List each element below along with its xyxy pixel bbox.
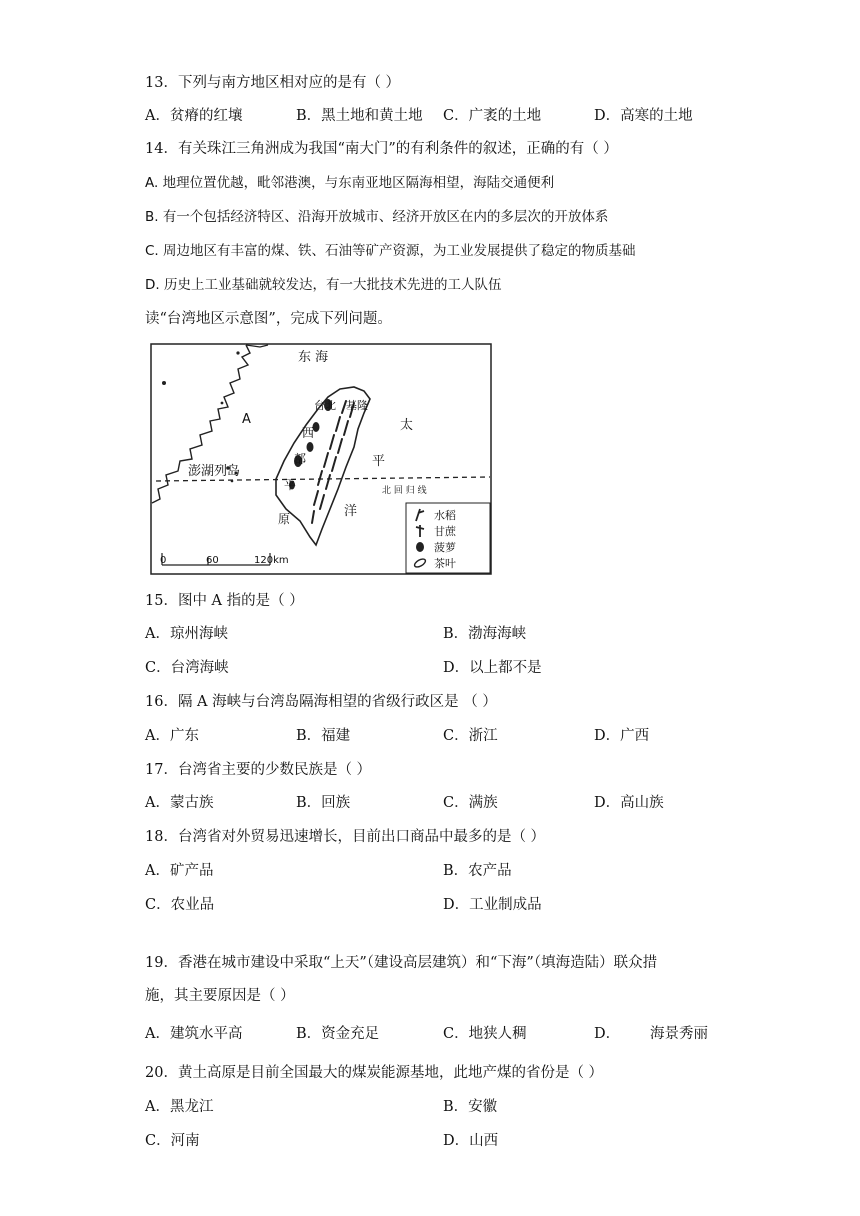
label-plain-3: 平 <box>284 478 297 492</box>
legend-rice: 水稻 <box>434 509 456 522</box>
q14-stem: 14．有关珠江三角洲成为我国“南大门”的有利条件的叙述，正确的有（ ） <box>145 141 618 157</box>
q16-option-d: D．广西 <box>594 728 650 744</box>
label-east-sea: 东 海 <box>298 350 329 365</box>
q13-option-d: D．高寒的土地 <box>594 108 693 124</box>
q15-option-d: D．以上都不是 <box>443 660 542 676</box>
q14-option-c: C. 周边地区有丰富的煤、铁、石油等矿产资源，为工业发展提供了稳定的物质基础 <box>145 243 636 259</box>
q15-option-a: A．琼州海峡 <box>145 626 228 642</box>
q15-stem: 15．图中 A 指的是（ ） <box>145 593 304 609</box>
label-ocean-1: 太 <box>400 418 414 433</box>
label-plain-2: 部 <box>294 452 307 466</box>
q14-option-d: D. 历史上工业基础就较发达，有一大批技术先进的工人队伍 <box>145 277 502 293</box>
q16-option-a: A．广东 <box>145 728 199 744</box>
scale-60: 60 <box>206 555 219 566</box>
q16-option-c: C．浙江 <box>443 728 498 744</box>
q15-option-c: C．台湾海峡 <box>145 660 229 676</box>
q19-stem-line1: 19．香港在城市建设中采取“上天”（建设高层建筑）和“下海”（填海造陆）联众措 <box>145 955 658 971</box>
label-plain-1: 西 <box>302 426 315 440</box>
q13-stem: 13．下列与南方地区相对应的是有（ ） <box>145 75 401 91</box>
q17-option-d: D．高山族 <box>594 795 664 811</box>
q18-stem: 18．台湾省对外贸易迅速增长，目前出口商品中最多的是（ ） <box>145 829 546 845</box>
q16-stem: 16．隔 A 海峡与台湾岛隔海相望的省级行政区是 （ ） <box>145 694 497 710</box>
label-ocean-3: 洋 <box>344 504 358 519</box>
q13-option-a: A．贫瘠的红壤 <box>145 108 243 124</box>
q20-option-b: B．安徽 <box>443 1099 498 1115</box>
q13-option-c: C．广袤的土地 <box>443 108 542 124</box>
label-tropic: 北 回 归 线 <box>382 486 427 496</box>
taiwan-map <box>150 343 492 575</box>
label-keelung: 基隆 <box>346 399 368 412</box>
legend-sugarcane: 甘蔗 <box>434 525 456 538</box>
q20-stem: 20．黄土高原是目前全国最大的煤炭能源基地，此地产煤的省份是（ ） <box>145 1065 604 1081</box>
label-ocean-2: 平 <box>372 454 386 469</box>
q19-option-b: B．资金充足 <box>296 1026 380 1042</box>
q17-option-a: A．蒙古族 <box>145 795 214 811</box>
label-plain-4: 原 <box>278 512 291 526</box>
q18-option-a: A．矿产品 <box>145 863 214 879</box>
q14-option-a: A. 地理位置优越，毗邻港澳，与东南亚地区隔海相望，海陆交通便利 <box>145 175 555 191</box>
map-intro: 读“台湾地区示意图”，完成下列问题。 <box>145 311 392 327</box>
q17-option-b: B．回族 <box>296 795 351 811</box>
q20-option-d: D．山西 <box>443 1133 499 1149</box>
q18-option-d: D．工业制成品 <box>443 897 542 913</box>
q18-option-c: C．农业品 <box>145 897 215 913</box>
q13-option-b: B．黑土地和黄土地 <box>296 108 423 124</box>
scale-0: 0 <box>160 555 167 566</box>
legend-tea: 茶叶 <box>434 557 456 570</box>
legend-pineapple: 菠萝 <box>434 541 456 554</box>
q19-option-c: C．地狭人稠 <box>443 1026 527 1042</box>
q19-option-d-text: 海景秀丽 <box>650 1026 708 1042</box>
q19-option-d-letter: D． <box>594 1026 621 1042</box>
q20-option-c: C．河南 <box>145 1133 200 1149</box>
q16-option-b: B．福建 <box>296 728 351 744</box>
q14-option-b: B. 有一个包括经济特区、沿海开放城市、经济开放区在内的多层次的开放体系 <box>145 209 609 225</box>
q20-option-a: A．黑龙江 <box>145 1099 214 1115</box>
label-taipei: 台北 <box>314 399 336 412</box>
q17-stem: 17．台湾省主要的少数民族是（ ） <box>145 762 372 778</box>
q17-option-c: C．满族 <box>443 795 498 811</box>
label-a: A <box>242 412 251 427</box>
q18-option-b: B．农产品 <box>443 863 512 879</box>
label-penghu: 澎湖列岛 <box>188 464 241 479</box>
q19-stem-line2: 施，其主要原因是（ ） <box>145 988 295 1004</box>
q15-option-b: B．渤海海峡 <box>443 626 527 642</box>
scale-120: 120km <box>254 555 289 566</box>
q19-option-a: A．建筑水平高 <box>145 1026 243 1042</box>
